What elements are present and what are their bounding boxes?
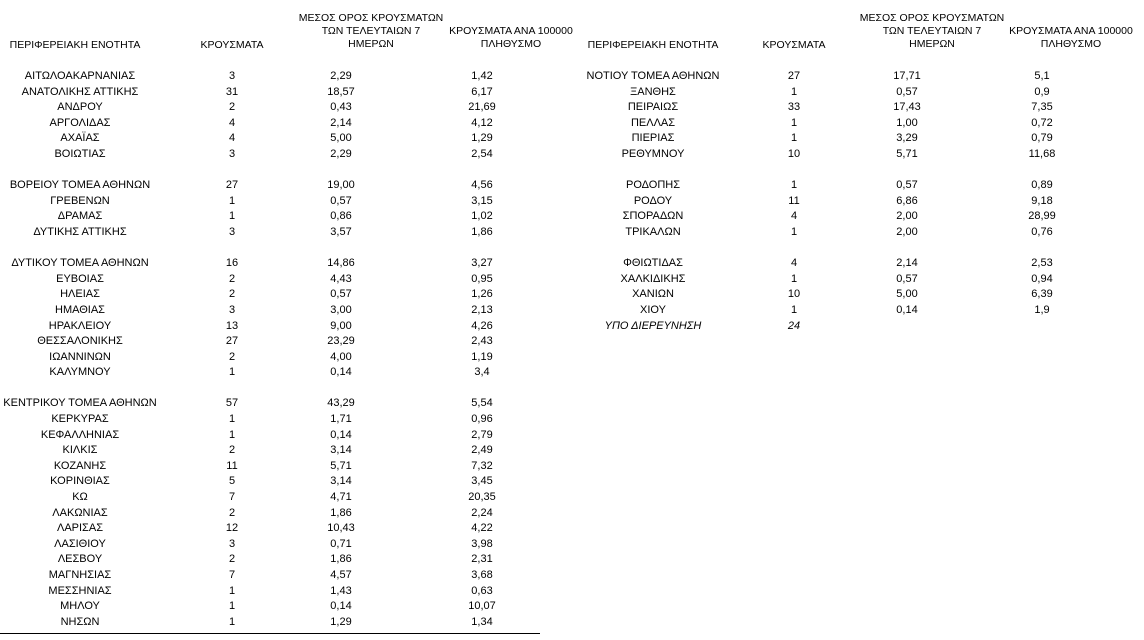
header-avg-line1: ΜΕΣΟΣ ΟΡΟΣ ΚΡΟΥΣΜΑΤΩΝ [298,12,444,24]
cases-value: 2 [228,444,236,457]
per100k-value: 2,79 [471,428,493,441]
cases-value: 1 [228,600,236,613]
avg7-value: 14,86 [327,257,355,270]
table-row [0,209,580,225]
avg7-value: 2,00 [896,225,918,238]
region-name: ΝΟΤΙΟΥ ΤΟΜΕΑ ΑΘΗΝΩΝ [586,70,720,82]
avg7-value: 1,00 [896,116,918,129]
table-row [0,116,580,132]
avg7-value: 0,57 [330,288,352,301]
avg7-value: 0,14 [896,303,918,316]
region-name: ΗΡΑΚΛΕΙΟΥ [48,319,112,332]
cases-value: 1 [228,210,236,223]
per100k-value: 0,96 [471,413,493,426]
per100k-value: 1,42 [471,70,493,82]
avg7-value: 5,00 [330,132,352,145]
per100k-value: 0,72 [1031,116,1053,129]
spacer-row [0,241,580,257]
cases-value: 10 [787,288,801,301]
per100k-value: 3,98 [471,537,493,550]
per100k-value: 3,45 [471,475,493,488]
table-row [0,396,580,412]
avg7-value: 23,29 [327,335,355,348]
region-name: ΛΑΡΙΣΑΣ [56,522,103,535]
avg7-value: 3,14 [330,444,352,457]
per100k-value: 4,56 [471,179,493,192]
cases-value: 1 [790,225,798,238]
per100k-value: 1,19 [471,350,493,363]
region-name: ΚΟΡΙΝΘΙΑΣ [50,475,110,488]
header-avg-right-line1: ΜΕΣΟΣ ΟΡΟΣ ΚΡΟΥΣΜΑΤΩΝ [859,12,1005,24]
table-row [578,85,1144,101]
table-row [0,568,580,584]
region-name: ΜΕΣΣΗΝΙΑΣ [48,584,112,597]
cases-value: 4 [790,257,798,270]
table-row [578,178,1144,194]
table-row [0,194,580,210]
avg7-value: 1,29 [330,615,352,628]
per100k-value: 1,9 [1034,303,1050,316]
cases-value: 1 [790,179,798,192]
table-row [0,225,580,241]
per100k-value: 0,63 [471,584,493,597]
avg7-value: 0,57 [330,194,352,207]
per100k-value: 1,34 [471,615,493,628]
region-name: ΚΟΖΑΝΗΣ [53,459,107,472]
avg7-value: 0,57 [896,85,918,98]
per100k-value: 3,27 [471,257,493,270]
header-per100k-line2: ΠΛΗΘΥΣΜΟ [480,38,542,50]
table-row [0,131,580,147]
header-avg-line3: ΗΜΕΡΩΝ [348,38,394,50]
region-name: ΠΙΕΡΙΑΣ [631,132,675,145]
table-row [578,272,1144,288]
table-row [0,319,580,335]
per100k-value: 2,49 [471,444,493,457]
cases-value: 3 [228,303,236,316]
cases-value: 10 [787,147,801,160]
header-cases: ΚΡΟΥΣΜΑΤΑ [200,39,264,51]
region-name: ΑΝΔΡΟΥ [57,101,103,114]
table-row [0,412,580,428]
cases-value: 1 [228,615,236,628]
per100k-value: 0,9 [1034,85,1050,98]
cases-value: 3 [228,537,236,550]
cases-value: 57 [225,397,239,410]
header-per100k-right [998,25,1144,51]
table-row [0,537,580,553]
header-region: ΠΕΡΙΦΕΡΕΙΑΚΗ ΕΝΟΤΗΤΑ [9,39,141,51]
avg7-value: 1,71 [330,413,352,426]
avg7-value: 6,86 [896,194,918,207]
avg7-value: 0,57 [896,179,918,192]
cases-value: 1 [228,584,236,597]
table-row [0,85,580,101]
header-region-right: ΠΕΡΙΦΕΡΕΙΑΚΗ ΕΝΟΤΗΤΑ [587,39,719,51]
region-name: ΞΑΝΘΗΣ [630,85,676,98]
table-row [0,303,580,319]
region-name: ΒΟΡΕΙΟΥ ΤΟΜΕΑ ΑΘΗΝΩΝ [9,179,151,192]
table-row [578,287,1144,303]
avg7-value: 2,29 [330,147,352,160]
cases-value: 1 [790,132,798,145]
bottom-border [0,633,540,634]
avg7-value: 1,86 [330,553,352,566]
per100k-value: 4,22 [471,522,493,535]
table-row [0,506,580,522]
header-avg-right-line3: ΗΜΕΡΩΝ [909,38,955,50]
region-name: ΜΗΛΟΥ [60,600,100,613]
region-name: ΦΘΙΩΤΙΔΑΣ [623,257,683,270]
cases-value: 1 [790,303,798,316]
region-name: ΙΩΑΝΝΙΝΩΝ [49,350,111,363]
table-row [578,256,1144,272]
region-name: ΚΙΛΚΙΣ [62,444,98,457]
table-row [578,147,1144,163]
header-per100k [438,25,584,51]
per100k-value: 0,89 [1031,179,1053,192]
per100k-value: 6,17 [471,85,493,98]
region-name: ΠΕΛΛΑΣ [630,116,676,129]
region-name: ΛΑΚΩΝΙΑΣ [52,506,108,519]
avg7-value: 5,71 [330,459,352,472]
avg7-value: 0,57 [896,272,918,285]
table-row [0,584,580,600]
per100k-value: 0,76 [1031,225,1053,238]
per100k-value: 0,95 [471,272,493,285]
cases-value: 2 [228,272,236,285]
per100k-value: 0,79 [1031,132,1053,145]
avg7-value: 43,29 [327,397,355,410]
cases-value: 2 [228,506,236,519]
avg7-value: 3,00 [330,303,352,316]
avg7-value: 0,14 [330,366,352,379]
region-name: ΚΕΦΑΛΛΗΝΙΑΣ [40,428,120,441]
avg7-value: 4,00 [330,350,352,363]
right-rows [578,69,1144,334]
per100k-value: 5,1 [1034,70,1050,82]
avg7-value: 0,14 [330,428,352,441]
cases-value: 24 [787,319,801,332]
cases-value: 11 [226,459,238,472]
cases-value: 2 [228,101,236,114]
region-name: ΘΕΣΣΑΛΟΝΙΚΗΣ [37,335,123,348]
header-avg [290,12,452,51]
table-row [0,178,580,194]
region-name: ΔΥΤΙΚΗΣ ΑΤΤΙΚΗΣ [33,225,127,238]
avg7-value: 19,00 [327,179,355,192]
per100k-value: 7,35 [1031,101,1053,114]
cases-value: 13 [225,319,239,332]
region-name: ΔΡΑΜΑΣ [57,210,103,223]
table-row [578,319,1144,335]
avg7-value: 0,14 [330,600,352,613]
per100k-value: 3,4 [474,366,490,379]
region-name: ΓΡΕΒΕΝΩΝ [50,194,110,207]
table-row [0,599,580,615]
per100k-value: 1,02 [471,210,493,223]
table-row [0,615,580,631]
cases-value: 3 [228,70,236,82]
per100k-value: 28,99 [1028,210,1056,223]
per100k-value: 20,35 [468,491,496,504]
avg7-value: 5,00 [896,288,918,301]
per100k-value: 1,26 [471,288,493,301]
avg7-value: 17,71 [893,70,921,82]
per100k-value: 1,29 [471,132,493,145]
table-row [0,350,580,366]
avg7-value: 3,29 [896,132,918,145]
per100k-value: 4,12 [471,116,493,129]
table-row [0,69,580,85]
spacer-row [0,381,580,397]
per100k-value: 3,15 [471,194,493,207]
per100k-value: 2,24 [471,506,493,519]
table-row [0,365,580,381]
region-name: ΡΟΔΟΠΗΣ [625,179,681,192]
table-row [0,459,580,475]
cases-value: 2 [228,350,236,363]
avg7-value: 10,43 [327,522,355,535]
avg7-value: 18,57 [327,85,355,98]
per100k-value: 1,86 [471,225,493,238]
region-name: ΛΕΣΒΟΥ [57,553,103,566]
table-row [578,131,1144,147]
header-cases-right: ΚΡΟΥΣΜΑΤΑ [762,39,826,51]
per100k-value: 4,26 [471,319,493,332]
header-per100k-right-line1: ΚΡΟΥΣΜΑΤΑ ΑΝΑ 100000 [1009,25,1133,37]
cases-value: 4 [228,116,236,129]
region-name: ΤΡΙΚΑΛΩΝ [625,225,681,238]
cases-value: 1 [790,85,798,98]
region-name: ΗΛΕΙΑΣ [60,288,100,301]
avg7-value: 2,14 [330,116,352,129]
cases-value: 2 [228,553,236,566]
per100k-value: 2,54 [471,147,493,160]
avg7-value: 4,71 [330,491,352,504]
table-row [0,334,580,350]
region-name: ΠΕΙΡΑΙΩΣ [627,101,679,114]
per100k-value: 5,54 [471,397,493,410]
cases-value: 3 [228,147,236,160]
cases-value: 7 [228,491,236,504]
per100k-value: 6,39 [1031,288,1053,301]
cases-value: 12 [225,522,239,535]
table-row [0,428,580,444]
region-name: ΣΠΟΡΑΔΩΝ [622,210,684,223]
cases-value: 4 [790,210,798,223]
region-name: ΑΧΑΪΑΣ [60,132,100,145]
per100k-value: 11,68 [1028,147,1056,160]
region-name: ΜΑΓΝΗΣΙΑΣ [48,569,112,581]
cases-value: 1 [228,428,236,441]
table-row [0,256,580,272]
avg7-value: 2,14 [896,257,918,270]
right-table [578,0,1144,640]
cases-value: 1 [228,413,236,426]
avg7-value: 1,86 [330,506,352,519]
region-name: ΔΥΤΙΚΟΥ ΤΟΜΕΑ ΑΘΗΝΩΝ [11,257,149,270]
avg7-value: 3,57 [330,225,352,238]
region-name: ΡΕΘΥΜΝΟΥ [621,147,685,160]
per100k-value: 10,07 [468,600,496,613]
per100k-value: 2,53 [1031,257,1053,270]
cases-value: 33 [787,101,801,114]
region-name: ΚΑΛΥΜΝΟΥ [49,366,111,379]
region-name: ΛΑΣΙΘΙΟΥ [54,537,106,550]
avg7-value: 3,14 [330,475,352,488]
cases-value: 16 [225,257,239,270]
cases-value: 1 [228,366,236,379]
table-row [0,521,580,537]
cases-value: 4 [228,132,236,145]
region-name: ΡΟΔΟΥ [633,194,673,207]
avg7-value: 1,43 [330,584,352,597]
table-row [578,69,1144,85]
header-avg-line2: ΤΩΝ ΤΕΛΕΥΤΑΙΩΝ 7 [321,25,421,37]
avg7-value: 2,00 [896,210,918,223]
per100k-value: 7,32 [471,459,493,472]
avg7-value: 9,00 [330,319,352,332]
cases-value: 27 [225,335,239,348]
cases-value: 5 [228,475,236,488]
per100k-value: 2,31 [471,553,493,566]
header-per100k-line1: ΚΡΟΥΣΜΑΤΑ ΑΝΑ 100000 [449,25,573,37]
avg7-value: 4,43 [330,272,352,285]
cases-value: 3 [228,225,236,238]
table-row [578,303,1144,319]
header-per100k-right-line2: ΠΛΗΘΥΣΜΟ [1040,38,1102,50]
region-name: ΑΡΓΟΛΙΔΑΣ [49,116,111,129]
table-row [0,287,580,303]
region-name: ΥΠΟ ΔΙΕΡΕΥΝΗΣΗ [604,319,702,332]
cases-value: 11 [788,194,800,207]
avg7-value: 0,86 [330,210,352,223]
region-name: ΧΑΝΙΩΝ [632,288,674,301]
cases-value: 31 [225,85,239,98]
region-name: ΒΟΙΩΤΙΑΣ [54,147,106,160]
region-name: ΚΩ [72,491,88,504]
header-avg-right-line2: ΤΩΝ ΤΕΛΕΥΤΑΙΩΝ 7 [882,25,982,37]
avg7-value: 17,43 [893,101,921,114]
cases-value: 7 [228,569,236,581]
region-name: ΚΕΡΚΥΡΑΣ [51,413,109,426]
region-name: ΧΙΟΥ [640,303,666,316]
avg7-value: 4,57 [330,569,352,581]
per100k-value: 2,13 [471,303,493,316]
cases-value: 1 [790,272,798,285]
spacer-row [578,163,1144,179]
region-name: ΝΗΣΩΝ [60,615,100,628]
table-row [0,552,580,568]
region-name: ΚΕΝΤΡΙΚΟΥ ΤΟΜΕΑ ΑΘΗΝΩΝ [3,397,157,410]
cases-value: 1 [228,194,236,207]
region-name: ΕΥΒΟΙΑΣ [56,272,104,285]
avg7-value: 5,71 [896,147,918,160]
table-row [578,116,1144,132]
per100k-value: 9,18 [1031,194,1053,207]
spacer-row [0,163,580,179]
avg7-value: 0,43 [330,101,352,114]
table-row [578,225,1144,241]
region-name: ΧΑΛΚΙΔΙΚΗΣ [620,272,686,285]
per100k-value: 21,69 [468,101,496,114]
cases-value: 1 [790,116,798,129]
table-row [0,272,580,288]
avg7-value: 0,71 [330,537,352,550]
table-row [0,443,580,459]
cases-value: 27 [225,179,239,192]
region-name: ΑΙΤΩΛΟΑΚΑΡΝΑΝΙΑΣ [24,70,136,82]
table-row [0,490,580,506]
cases-value: 27 [787,70,801,82]
avg7-value: 2,29 [330,70,352,82]
table-row [578,194,1144,210]
per100k-value: 0,94 [1031,272,1053,285]
region-name: ΑΝΑΤΟΛΙΚΗΣ ΑΤΤΙΚΗΣ [21,85,139,98]
header-avg-right [851,12,1013,51]
table-row [0,100,580,116]
per100k-value: 3,68 [471,569,493,581]
spacer-row [578,241,1144,257]
per100k-value: 2,43 [471,335,493,348]
left-rows [0,69,580,630]
table-row [578,100,1144,116]
region-name: ΗΜΑΘΙΑΣ [55,303,105,316]
cases-value: 2 [228,288,236,301]
table-row [0,474,580,490]
table-row [0,147,580,163]
table-row [578,209,1144,225]
